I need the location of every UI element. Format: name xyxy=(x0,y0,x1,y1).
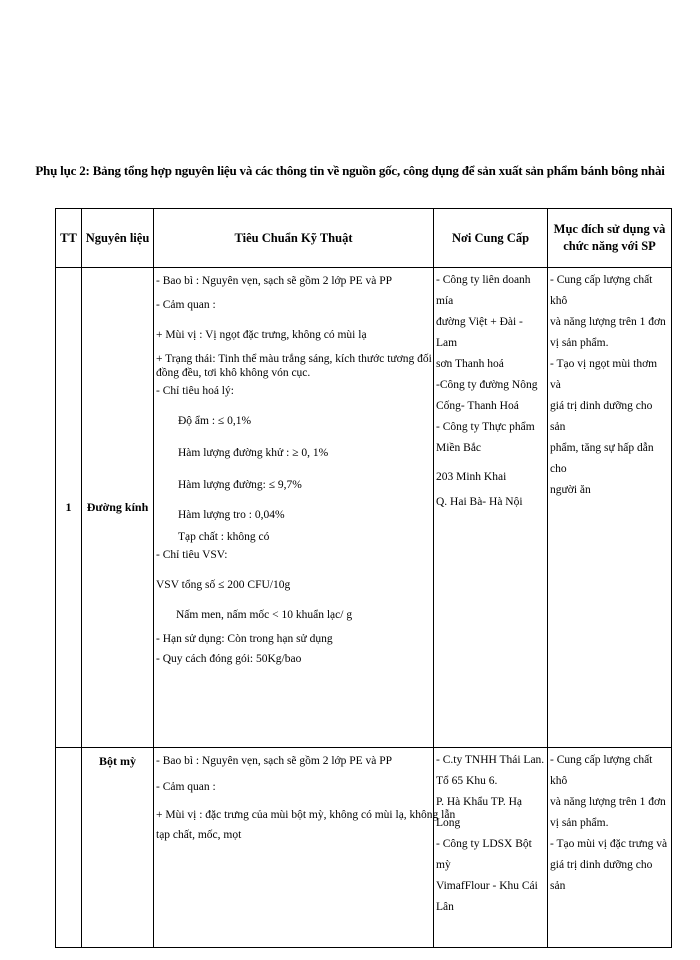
header-tt: TT xyxy=(56,209,82,268)
spec-line: + Mùi vị : đặc trưng của mùi bột mỳ, không có mùi lạ, không lẫn xyxy=(156,809,456,821)
purpose-line: - Tạo mùi vị đặc trưng và xyxy=(550,838,668,850)
spec-line: Tạp chất : không có xyxy=(178,531,270,543)
supplier-line: - Công ty Thực phẩm xyxy=(436,421,535,433)
material-name: Đường kính xyxy=(82,268,154,748)
spec-line: VSV tổng số ≤ 200 CFU/10g xyxy=(156,579,291,591)
supplier-cell xyxy=(434,748,548,948)
materials-table xyxy=(55,208,672,948)
materials-table-viewport xyxy=(55,208,671,913)
spec-line: Hàm lượng tro : 0,04% xyxy=(178,509,285,521)
spec-line: - Quy cách đóng gói: 50Kg/bao xyxy=(156,653,302,665)
supplier-line: - Công ty liên doanh mía xyxy=(436,274,531,307)
spec-line: + Trạng thái: Tinh thể màu trắng sáng, kích thước tương đối đồng đều, tơi khô không vón cục. xyxy=(156,353,432,379)
supplier-line: Miền Bắc xyxy=(436,442,482,454)
purpose-line: - Cung cấp lượng chất khô xyxy=(550,754,653,787)
table-row xyxy=(56,748,672,948)
supplier-line: -Công ty đường Nông xyxy=(436,379,538,391)
purpose-line: - Tạo vị ngọt mùi thơm và xyxy=(550,358,658,391)
purpose-line: vị sản phẩm. xyxy=(550,337,609,349)
header-spec: Tiêu Chuẩn Kỹ Thuật xyxy=(154,209,434,268)
supplier-line: sơn Thanh hoá xyxy=(436,358,504,370)
supplier-line: đường Việt + Đài - Lam xyxy=(436,316,523,349)
spec-line: Độ ẩm : ≤ 0,1% xyxy=(178,415,252,427)
page-title: Phụ lục 2: Bảng tổng hợp nguyên liệu và các thông tin về nguồn gốc, công dụng để sản xuất sản phẩm bánh bông nhài xyxy=(35,163,665,178)
spec-line: - Cảm quan : xyxy=(156,781,216,793)
spec-cell xyxy=(154,748,456,948)
spec-line: Hàm lượng đường: ≤ 9,7% xyxy=(178,479,302,491)
row-number: 1 xyxy=(56,268,82,748)
table-row xyxy=(56,268,672,748)
header-purpose-line2: chức năng với SP xyxy=(563,239,656,253)
purpose-line: vị sản phẩm. xyxy=(550,817,609,829)
spec-line: Hàm lượng đường khử : ≥ 0, 1% xyxy=(178,447,329,459)
header-purpose-line1: Mục đích sử dụng và xyxy=(553,222,666,236)
supplier-cell xyxy=(434,268,548,748)
supplier-line: 203 Minh Khai xyxy=(436,471,507,483)
purpose-line: giá trị dinh dưỡng cho sản xyxy=(550,400,653,433)
header-row xyxy=(56,209,672,268)
header-purpose xyxy=(548,209,672,268)
supplier-line: - C.ty TNHH Thái Lan. xyxy=(436,754,545,766)
spec-line: - Bao bì : Nguyên vẹn, sạch sẽ gồm 2 lớp PE và PP xyxy=(156,275,393,287)
spec-line: - Chỉ tiêu VSV: xyxy=(156,549,228,561)
spec-line: tạp chất, mốc, mọt xyxy=(156,829,242,841)
supplier-line: Tổ 65 Khu 6. xyxy=(436,775,498,787)
supplier-line: - Công ty LDSX Bột mỳ xyxy=(436,838,532,871)
supplier-line: Q. Hai Bà- Hà Nội xyxy=(436,496,523,508)
purpose-line: phẩm, tăng sự hấp dẫn cho xyxy=(550,442,654,475)
spec-line: Nấm men, nấm mốc < 10 khuẩn lạc/ g xyxy=(176,609,353,621)
purpose-line: và năng lượng trên 1 đơn xyxy=(550,316,666,328)
purpose-line: - Cung cấp lượng chất khô xyxy=(550,274,653,307)
row-number xyxy=(56,748,82,948)
spec-line: + Mùi vị : Vị ngọt đặc trưng, không có mùi lạ xyxy=(156,329,367,341)
header-material: Nguyên liệu xyxy=(82,209,154,268)
spec-cell xyxy=(154,268,434,748)
spec-line: - Hạn sử dụng: Còn trong hạn sử dụng xyxy=(156,633,333,645)
spec-line: - Chỉ tiêu hoá lý: xyxy=(156,385,234,397)
spec-line: - Bao bì : Nguyên vẹn, sạch sẽ gồm 2 lớp PE và PP xyxy=(156,755,393,767)
spec-line: - Cảm quan : xyxy=(156,299,216,311)
purpose-line: giá trị dinh dưỡng cho sản xyxy=(550,859,653,892)
purpose-cell xyxy=(548,748,672,948)
purpose-line: người ăn xyxy=(550,484,591,496)
purpose-line: và năng lượng trên 1 đơn xyxy=(550,796,666,808)
supplier-line: Cống- Thanh Hoá xyxy=(436,400,519,412)
supplier-line: P. Hà Khẩu TP. Hạ Long xyxy=(436,796,523,829)
supplier-line: VimafFlour - Khu Cái Lân xyxy=(436,880,538,913)
purpose-cell xyxy=(548,268,672,748)
header-supplier: Nơi Cung Cấp xyxy=(434,209,548,268)
material-name: Bột mỳ xyxy=(82,748,154,948)
